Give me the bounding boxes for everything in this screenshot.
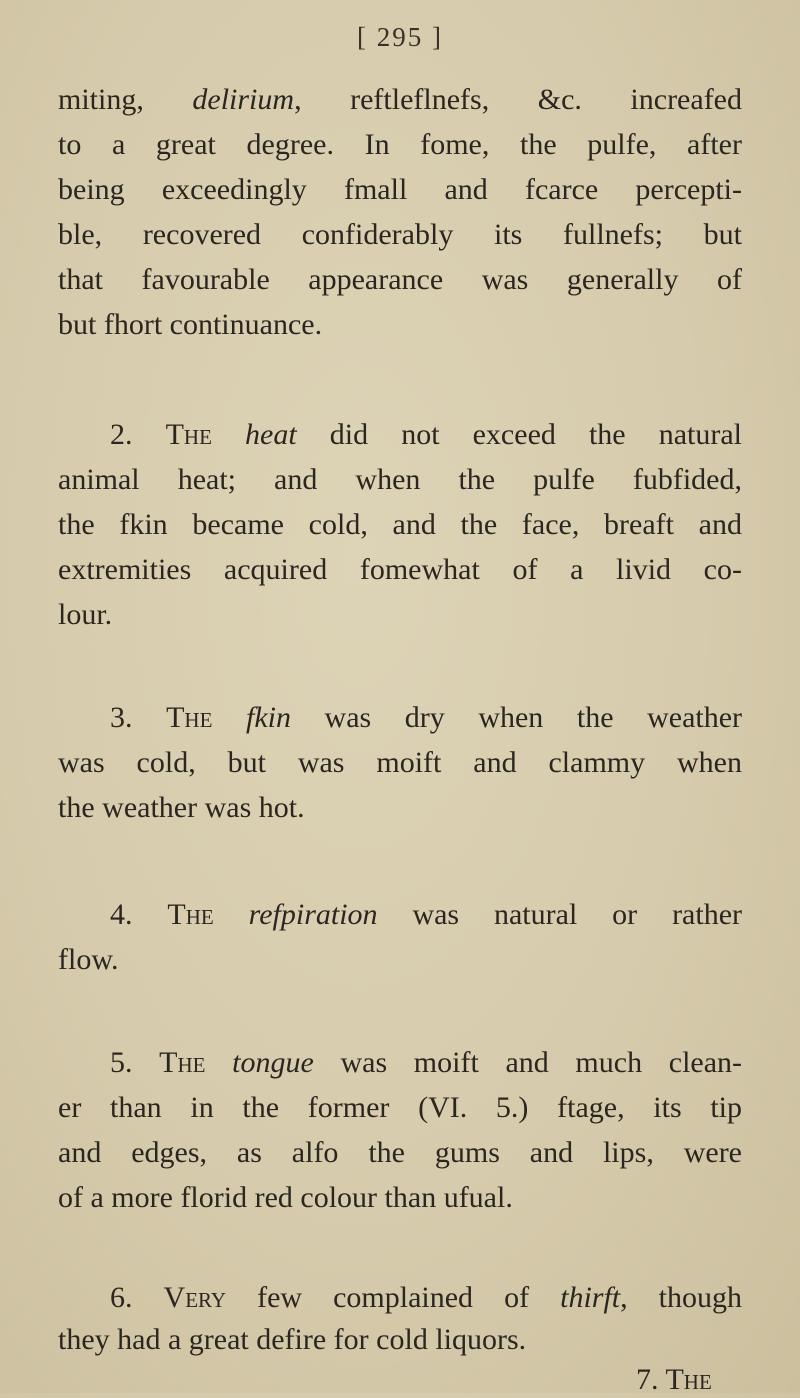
- text-segment: the fkin became cold, and the face, breaft and: [58, 508, 742, 541]
- text-line: [58, 507, 742, 543]
- text-line: [58, 700, 742, 736]
- text-segment: that favourable appearance was generally of: [58, 263, 742, 296]
- text-segment: 4.: [110, 898, 168, 931]
- text-segment: , reftleflnefs, &c. increafed: [294, 83, 742, 116]
- text-segment: and edges, as alfo the gums and lips, were: [58, 1136, 742, 1169]
- text-segment: was cold, but was moift and clammy when: [58, 746, 742, 779]
- page-number-header: [ 295 ]: [357, 22, 443, 52]
- text-segment: [206, 1046, 233, 1079]
- text-line: [58, 172, 742, 208]
- text-segment: flow.: [58, 943, 119, 976]
- text-segment: of a more florid red colour than ufual.: [58, 1181, 513, 1214]
- text-segment: 3.: [110, 701, 167, 734]
- text-segment: but fhort continuance.: [58, 308, 323, 341]
- text-segment: animal heat; and when the pulfe fubfided,: [58, 463, 742, 496]
- text-segment: was moift and much clean-: [313, 1046, 743, 1079]
- text-segment: delirium: [192, 83, 295, 116]
- text-segment: fkin: [245, 701, 291, 734]
- text-segment: miting,: [58, 83, 193, 116]
- text-segment: did not exceed the natural: [296, 418, 743, 451]
- text-segment: The: [165, 418, 212, 451]
- text-segment: lour.: [58, 598, 113, 631]
- text-segment: The: [159, 1046, 206, 1079]
- text-line: [58, 597, 742, 633]
- catchword: 7. The: [636, 1363, 712, 1396]
- text-segment: thirft: [560, 1281, 621, 1314]
- text-segment: extremities acquired fomewhat of a livid co-: [58, 553, 742, 586]
- text-line: [58, 897, 742, 933]
- text-segment: was dry when the weather: [290, 701, 743, 734]
- text-line: [58, 417, 742, 453]
- text-line: [58, 1280, 742, 1316]
- text-line: [58, 82, 742, 118]
- text-segment: was natural or rather: [377, 898, 743, 931]
- text-segment: The: [166, 701, 213, 734]
- text-segment: being exceedingly fmall and fcarce percepti-: [58, 173, 742, 206]
- text-line: [58, 127, 742, 163]
- text-segment: few complained of: [226, 1281, 561, 1314]
- text-line: [58, 217, 742, 253]
- text-segment: tongue: [232, 1046, 314, 1079]
- text-segment: heat: [245, 418, 297, 451]
- text-line: [58, 552, 742, 588]
- text-segment: [212, 418, 245, 451]
- text-segment: 5.: [110, 1046, 160, 1079]
- text-line: [58, 1180, 742, 1216]
- text-segment: , though: [620, 1281, 743, 1314]
- text-line: [58, 1322, 742, 1358]
- text-line: [58, 307, 742, 343]
- text-segment: ble, recovered confiderably its fullnefs; but: [58, 218, 742, 251]
- text-segment: the weather was hot.: [58, 791, 305, 824]
- text-segment: Very: [163, 1281, 227, 1314]
- text-segment: 6.: [110, 1281, 164, 1314]
- text-segment: refpiration: [248, 898, 378, 931]
- text-segment: er than in the former (VI. 5.) ftage, its tip: [58, 1091, 742, 1124]
- text-line: [58, 745, 742, 781]
- text-segment: The: [167, 898, 214, 931]
- text-line: [58, 1045, 742, 1081]
- text-line: [58, 262, 742, 298]
- text-segment: 2.: [110, 418, 166, 451]
- text-line: [58, 942, 742, 978]
- text-segment: to a great degree. In fome, the pulfe, after: [58, 128, 742, 161]
- text-line: [58, 790, 742, 826]
- text-segment: [212, 701, 246, 734]
- text-line: [58, 1090, 742, 1126]
- text-line: [58, 462, 742, 498]
- text-segment: [214, 898, 249, 931]
- text-line: [58, 1135, 742, 1171]
- text-segment: they had a great defire for cold liquors.: [58, 1323, 527, 1356]
